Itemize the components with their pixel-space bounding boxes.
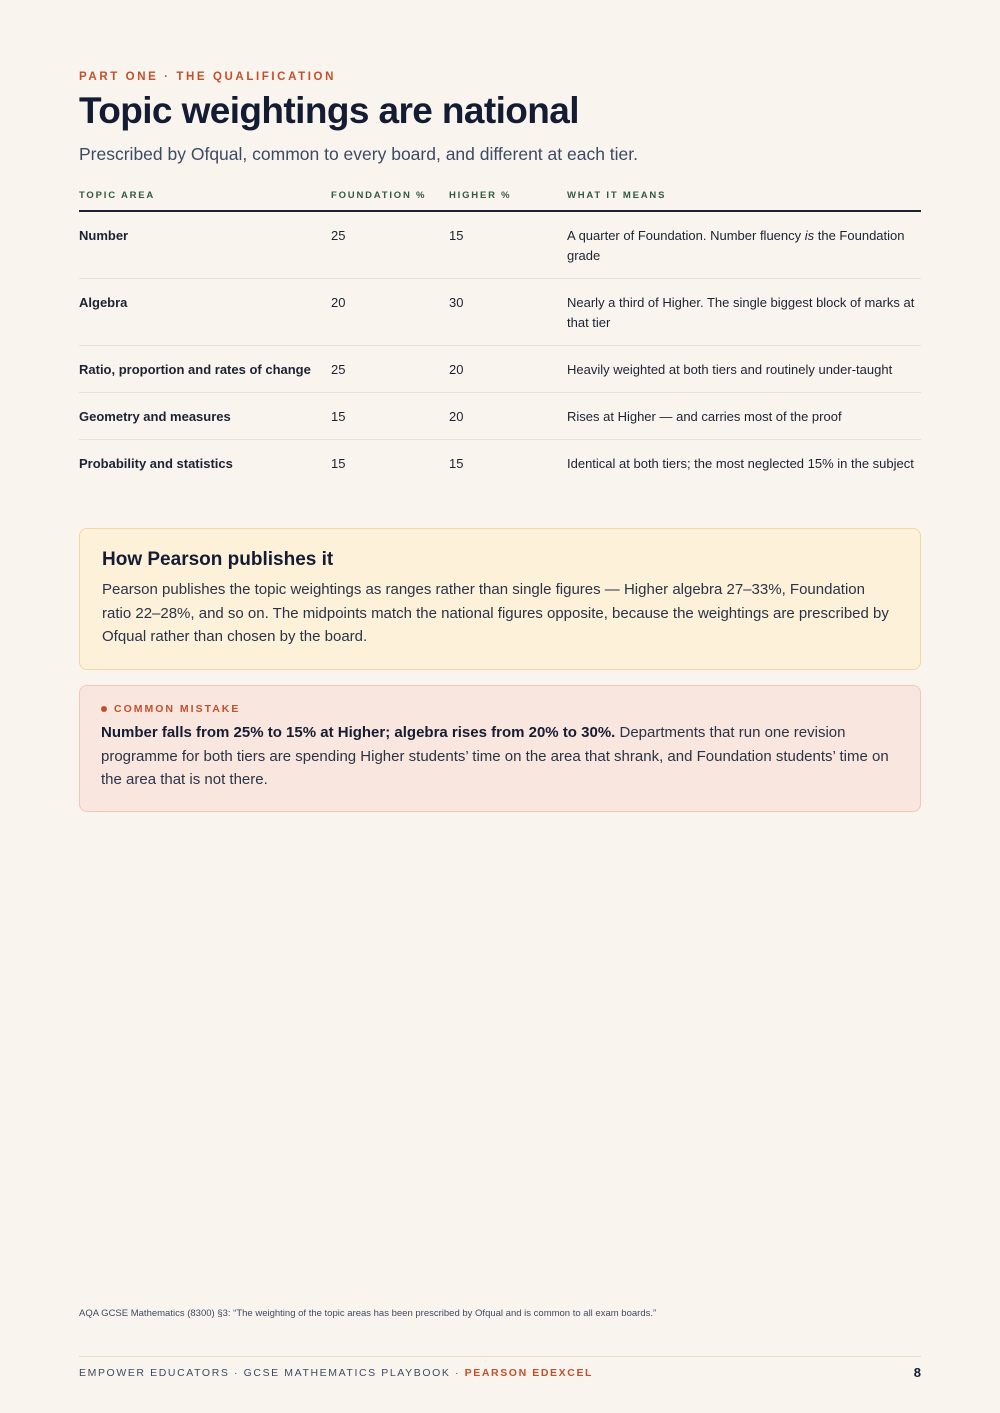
foundation-cell: 20: [331, 279, 449, 346]
info-callout-body: Pearson publishes the topic weightings as ranges rather than single figures — Higher algebra 27–33%, Foundation ratio 22–28%, and so on. The midpoints match the national figures opposite, because the weightings are prescribed by Ofqual rather than chosen by the board.: [102, 581, 889, 645]
column-header-foundation: FOUNDATION %: [331, 186, 449, 211]
meaning-cell: Heavily weighted at both tiers and routinely under-taught: [567, 346, 921, 393]
footer-divider: [79, 1356, 921, 1357]
topic-weightings-table: [79, 186, 921, 486]
section-eyebrow: PART ONE · THE QUALIFICATION: [79, 71, 337, 83]
common-mistake-label: [101, 703, 899, 715]
foundation-cell: 25: [331, 211, 449, 279]
higher-cell: 15: [449, 211, 567, 279]
foundation-cell: 25: [331, 346, 449, 393]
topic-cell: Algebra: [79, 279, 331, 346]
meaning-cell: [567, 211, 921, 279]
table-row: [79, 393, 921, 440]
table-row: [79, 346, 921, 393]
table-row: [79, 440, 921, 487]
column-header-meaning: WHAT IT MEANS: [567, 186, 921, 211]
page-number: 8: [913, 1365, 921, 1380]
foundation-cell: 15: [331, 393, 449, 440]
footer-series: EMPOWER EDUCATORS · GCSE MATHEMATICS PLAYBOOK ·: [79, 1367, 465, 1379]
table-row: [79, 279, 921, 346]
meaning-text: A quarter of Foundation. Number fluency: [567, 228, 805, 243]
common-mistake-text: Departments that run one revision programme for both tiers are spending Higher students’ time on the area that shrank, and Foundation students’ time on the area that is not there.: [101, 724, 889, 788]
topic-cell: Number: [79, 211, 331, 279]
common-mistake-body: [101, 721, 899, 792]
higher-cell: 15: [449, 456, 464, 471]
footer-running-title: [79, 1367, 593, 1379]
meaning-emphasis: is: [804, 228, 815, 243]
topic-cell: Ratio, proportion and rates of change: [79, 346, 331, 393]
source-note: AQA GCSE Mathematics (8300) §3: “The weighting of the topic areas has been prescribed by Ofqual and is common to all exam boards.”: [79, 1308, 657, 1319]
meaning-cell: Identical at both tiers; the most neglected 15% in the subject: [567, 456, 914, 471]
common-mistake-lead: Number falls from 25% to 15% at Higher; algebra rises from 20% to 30%.: [101, 724, 616, 741]
meaning-text-end: the Foundation grade: [567, 228, 905, 263]
info-callout-heading: How Pearson publishes it: [102, 549, 334, 570]
bullet-dot-icon: [101, 706, 107, 712]
foundation-cell: 15: [331, 456, 346, 471]
higher-cell: 30: [449, 279, 567, 346]
meaning-cell: Rises at Higher — and carries most of the proof: [567, 393, 921, 440]
footer-brand: PEARSON EDEXCEL: [464, 1367, 594, 1379]
info-callout: [79, 528, 921, 670]
common-mistake-callout: [79, 685, 921, 812]
higher-cell: 20: [449, 393, 567, 440]
page-subtitle: Prescribed by Ofqual, common to every board, and different at each tier.: [79, 144, 639, 164]
common-mistake-label-text: COMMON MISTAKE: [114, 703, 241, 715]
page: [79, 0, 921, 1413]
meaning-cell: Nearly a third of Higher. The single biggest block of marks at that tier: [567, 279, 921, 346]
higher-cell: 20: [449, 346, 567, 393]
page-title: Topic weightings are national: [79, 90, 579, 131]
column-header-higher: HIGHER %: [449, 186, 567, 211]
column-header-topic: TOPIC AREA: [79, 186, 331, 211]
topic-cell: Geometry and measures: [79, 393, 331, 440]
table-header-row: [79, 186, 921, 211]
table-row: [79, 211, 921, 279]
topic-cell: Probability and statistics: [79, 456, 233, 471]
